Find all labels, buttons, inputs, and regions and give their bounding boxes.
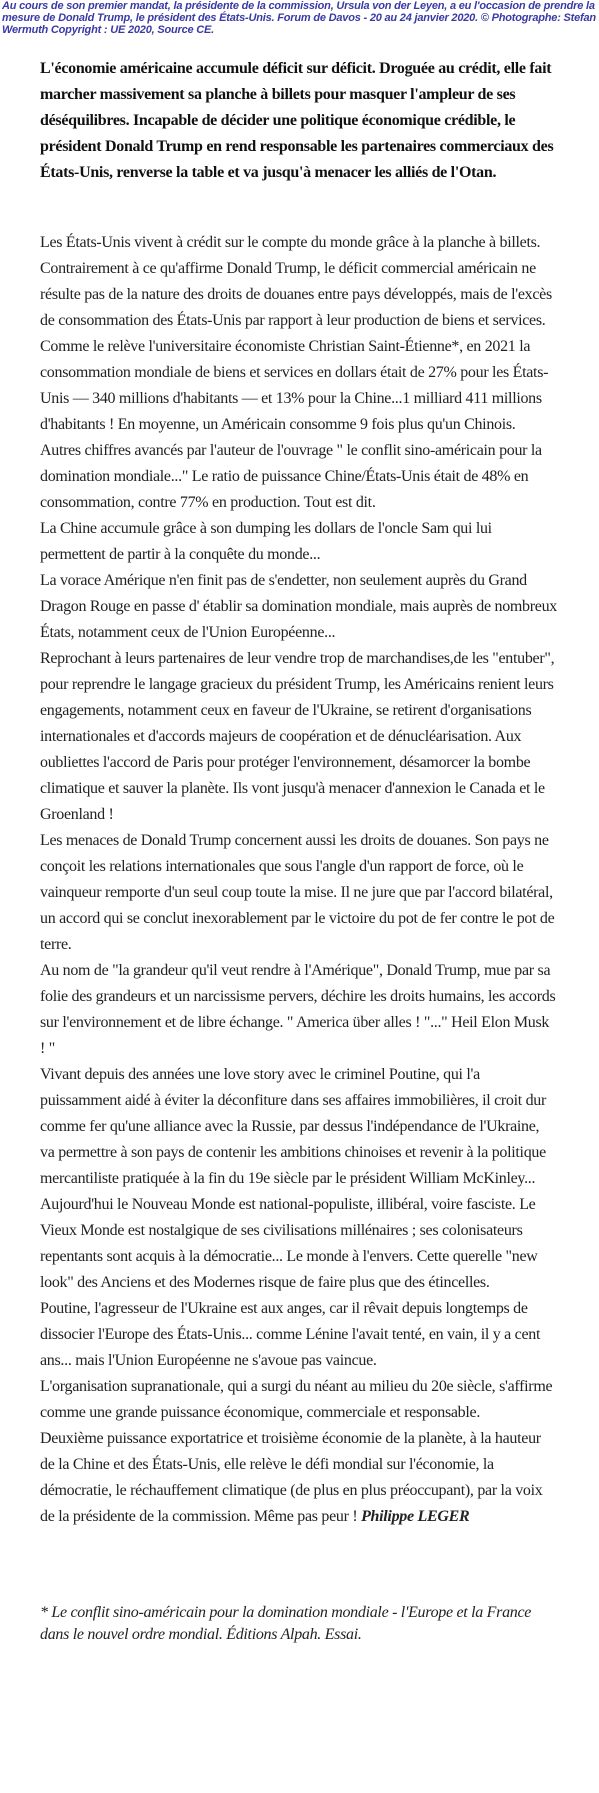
- paragraph: Poutine, l'agresseur de l'Ukraine est aux anges, car il rêvait depuis longtemps de dissocier l'Europe des États-Unis... comme Lénine l'avait tenté, en vain, il y a cent ans... mais l'Union Européenne ne s'avoue pas vaincue.: [40, 1300, 541, 1369]
- paragraph: L'organisation supranationale, qui a surgi du néant au milieu du 20e siècle, s'affirme comme une grande puissance économique, commerciale et responsable.: [40, 1378, 553, 1421]
- paragraph: La vorace Amérique n'en finit pas de s'endetter, non seulement auprès du Grand Dragon Rouge en passe d' établir sa domination mondiale, mais auprès de nombreux États, notamment ceux de l'Union Européenne...: [40, 572, 557, 641]
- footnote: * Le conflit sino-américain pour la domination mondiale - l'Europe et la France dans le nouvel ordre mondial. Éditions Alpah. Essai.: [40, 1604, 532, 1643]
- photo-caption: Au cours de son premier mandat, la présidente de la commission, Ursula von der Leyen, a eu l'occasion de prendre la mesure de Donald Trump, le président des États-Unis. Forum de Davos - 20 au 24 janvier 2020. © Photographe: Stefan Wermuth Copyright : UE 2020, Source CE.: [2, 0, 596, 36]
- paragraph-last-text: Deuxième puissance exportatrice et troisième économie de la planète, à la hauteur de la Chine et des États-Unis, elle relève le défi mondial sur l'économie, la démocratie, le réchauffement climatique (de plus en plus préoccupant), par la voix de la présidente de la commission. Même pas peur !: [40, 1430, 543, 1525]
- article-lead: L'économie américaine accumule déficit sur déficit. Droguée au crédit, elle fait marcher massivement sa planche à billets pour masquer l'ampleur de ses déséquilibres. Incapable de décider une politique économique crédible, le président Donald Trump en rend responsable les partenaires commerciaux des États-Unis, renverse la table et va jusqu'à menacer les alliés de l'Otan.: [40, 60, 554, 181]
- paragraph: Au nom de "la grandeur qu'il veut rendre à l'Amérique", Donald Trump, mue par sa folie des grandeurs et un narcissisme pervers, déchire les droits humains, les accords sur l'environnement et de libre échange. " America über alles ! "..." Heil Elon Musk ! ": [40, 962, 556, 1057]
- paragraph: Reprochant à leurs partenaires de leur vendre trop de marchandises,de les "entuber", pour reprendre le langage gracieux du président Trump, les Américains renient leurs engagements, notamment ceux en faveur de l'Ukraine, se retirent d'organisations internationales et d'accords majeurs de coopération et de dénucléarisation. Aux oubliettes l'accord de Paris pour protéger l'environnement, désamorcer la bombe climatique et sauver la planète. Ils vont jusqu'à menacer d'annexion le Canada et le Groenland !: [40, 650, 555, 823]
- article: [0, 56, 599, 1646]
- paragraph: Vivant depuis des années une love story avec le criminel Poutine, qui l'a puissamment aidé à éviter la déconfiture dans ses affaires immobilières, il croit dur comme fer qu'une alliance avec la Russie, par dessus l'indépendance de l'Ukraine, va permettre à son pays de contenir les ambitions chinoises et revenir à la politique mercantiliste pratiquée à la fin du 19e siècle par le président William McKinley...: [40, 1066, 547, 1187]
- paragraph-last: [40, 1426, 557, 1530]
- article-body: [40, 230, 557, 1530]
- paragraph: Les États-Unis vivent à crédit sur le compte du monde grâce à la planche à billets. Contrairement à ce qu'affirme Donald Trump, le déficit commercial américain ne résulte pas de la nature des droits de douanes entre pays développés, mais de l'excès de consommation des États-Unis par rapport à leur production de biens et services. Comme le relève l'universitaire économiste Christian Saint-Étienne*, en 2021 la consommation mondiale de biens et services en dollars était de 27% pour les États-Unis — 340 millions d'habitants — et 13% pour la Chine...1 milliard 411 millions d'habitants ! En moyenne, un Américain consomme 9 fois plus qu'un Chinois.: [40, 234, 552, 433]
- paragraph: La Chine accumule grâce à son dumping les dollars de l'oncle Sam qui lui permettent de partir à la conquête du monde...: [40, 520, 492, 563]
- paragraph: Autres chiffres avancés par l'auteur de l'ouvrage " le conflit sino-américain pour la domination mondiale..." Le ratio de puissance Chine/États-Unis était de 48% en consommation, contre 77% en production. Tout est dit.: [40, 442, 542, 511]
- author-signature: Philippe LEGER: [361, 1508, 470, 1525]
- paragraph: Aujourd'hui le Nouveau Monde est national-populiste, illibéral, voire fasciste. Le Vieux Monde est nostalgique de ses civilisations millénaires ; ses colonisateurs repentants sont acquis à la démocratie... Le monde à l'envers. Cette querelle "new look" des Anciens et des Modernes risque de faire plus que des étincelles.: [40, 1196, 538, 1291]
- paragraph: Les menaces de Donald Trump concernent aussi les droits de douanes. Son pays ne conçoit les relations internationales que sous l'angle d'un rapport de force, où le vainqueur remporte d'un seul coup toute la mise. Il ne jure que par l'accord bilatéral, un accord qui se conclut inexorablement par le victoire du pot de fer contre le pot de terre.: [40, 832, 555, 953]
